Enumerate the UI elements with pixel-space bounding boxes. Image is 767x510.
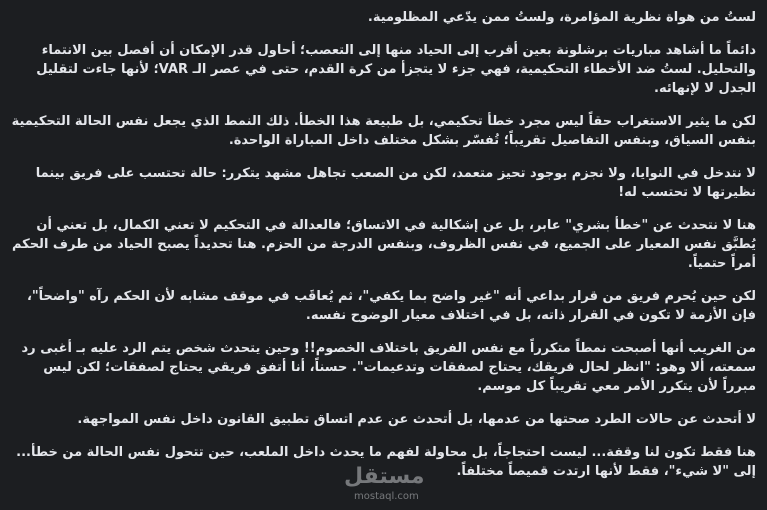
post-paragraph-8: لا أتحدث عن حالات الطرد صحتها من عدمها، بل أتحدث عن عدم اتساق تطبيق القانون داخل نفس المواجهة. (77, 412, 756, 427)
post-paragraph-3: لكن ما يثير الاستغراب حقاً ليس مجرد خطأ تحكيمي، بل طبيعة هذا الخطأ. ذلك النمط الذي يجعل نفس الحالة التحكيمية بنفس السياق، وبنفس التفاصيل تقريباً؛ تُفسّر بشكل مختلف داخل المباراة الواحدة. (11, 114, 756, 148)
post-paragraph-2: دائماً ما أشاهد مباريات برشلونة بعين أقرب إلى الحياد منها إلى التعصب؛ أحاول قدر الإمكان أن أفصل بين الانتماء والتحليل. لستُ ضد الأخطاء التحكيمية، فهي جزء لا يتجزأ من كرة القدم، حتى في عصر الـ VAR؛ لأنها جاءت لتقليل الجدل لا لإنهائه. (36, 43, 756, 96)
post-paragraph-5: هنا لا نتحدث عن "خطأ بشري" عابر، بل عن إشكالية في الاتساق؛ فالعدالة في التحكيم لا تعني الكمال، بل تعني أن يُطبَّق نفس المعيار على الجميع، في نفس الظروف، وبنفس الدرجة من الحزم. هنا تحديداً يصبح الحياد من طرف الحكم أمراً حتمياً. (11, 218, 756, 271)
post-paragraph-7: من الغريب أنها أصبحت نمطاً متكرراً مع نفس الفريق باختلاف الخصوم!! وحين يتحدث شخص يتم الرد عليه بـ أغبى رد سمعته، ألا وهو: "انظر لحال فريقك، يحتاج لصفقات وتدعيمات". حسناً، أنا أتفق فريقي يحتاج لصفقات؛ لكن ليس مبرراً لأن يتكرر الأمر معي تقريباً كل موسم. (21, 341, 756, 394)
post-paragraph-1: لستُ من هواة نظرية المؤامرة، ولستُ ممن يدّعي المظلومية. (367, 10, 756, 25)
post-paragraph-9: هنا فقط تكون لنا وقفة... ليست احتجاجاً، بل محاولة لفهم ما يحدث داخل الملعب، حين تتحول نفس الحالة من خطأ... إلى "لا شيء"، فقط لأنها ارتدت قميصاً مختلفاً. (16, 445, 756, 479)
post-paragraph-4: لا نتدخل في النوايا، ولا نجزم بوجود تحيز متعمد، لكن من الصعب تجاهل مشهد يتكرر: حالة تحتسب على فريق بينما نظيرتها لا تحتسب له! (35, 166, 756, 200)
mostaql-watermark (338, 464, 430, 504)
watermark-logo: مستقل (344, 464, 425, 489)
post-paragraph-6: لكن حين يُحرم فريق من قرار بداعي أنه "غير واضح بما يكفي"، ثم يُعاقَب في موقف مشابه لأن الحكم رآه "واضحاً"، فإن الأزمة لا تكون في القرار ذاته، بل في اختلاف معيار الوضوح نفسه. (26, 289, 756, 323)
watermark-url: mostaql.com (354, 491, 419, 502)
